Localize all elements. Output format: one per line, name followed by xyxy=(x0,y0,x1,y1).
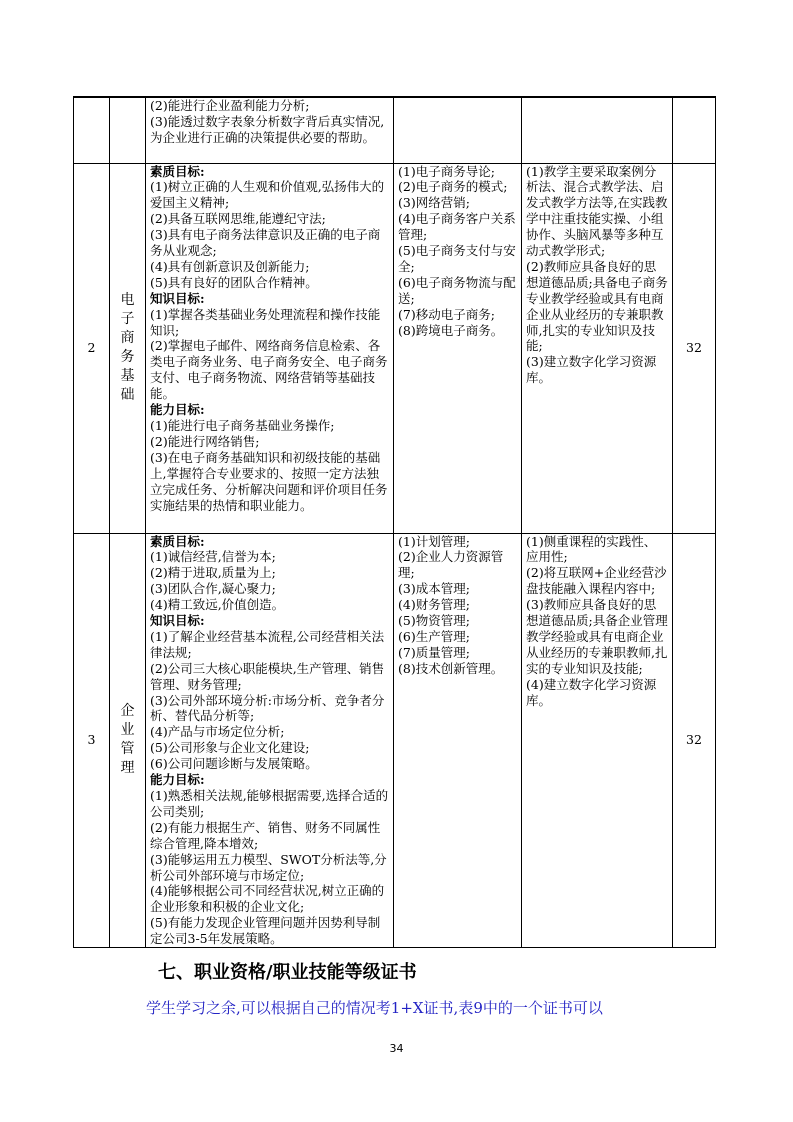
hours-cell xyxy=(673,97,716,163)
objective-item: (2)掌握电子邮件、网络商务信息检索、各类电子商务业务、电子商务安全、电子商务支付、电子商务物流、网络营销等基础技能。 xyxy=(150,338,388,402)
objective-heading: 知识目标: xyxy=(150,290,205,306)
requirements-cell xyxy=(522,163,673,533)
requirement-item: (1)侧重课程的实践性、应用性; xyxy=(526,533,657,565)
requirement-item: (2)教师应具备良好的思想道德品质;具备电子商务专业教学经验或具有电商企业从业经历的专兼职教师,扎实的专业知识及技能; xyxy=(526,258,668,354)
objective-item: (5)公司形象与企业文化建设; xyxy=(150,740,310,756)
course-name: 电子商务基础 xyxy=(120,292,135,403)
objectives-cell xyxy=(146,97,394,163)
table-row xyxy=(74,533,716,948)
content-item: (6)电子商务物流与配送; xyxy=(398,274,516,306)
objective-item: (1)诚信经营,信誉为本; xyxy=(150,549,276,565)
objective-item: (1)熟悉相关法规,能够根据需要,选择合适的公司类别; xyxy=(150,788,389,819)
content-item: (8)跨境电子商务。 xyxy=(398,322,504,338)
hours-cell: 32 xyxy=(673,533,716,948)
requirement-item: (2)将互联网+企业经营沙盘技能融入课程内容中; xyxy=(526,565,667,597)
course-name-cell xyxy=(110,97,146,163)
course-number-cell xyxy=(74,97,110,163)
content-item: (4)电子商务客户关系管理; xyxy=(398,211,516,243)
objective-item: (2)精于进取,质量为上; xyxy=(150,565,276,581)
requirement-item: (3)教师应具备良好的思想道德品质;具备企业管理教学经验或具有电商企业从业经历的专兼职教师,扎实的专业知识及技能; xyxy=(526,597,668,676)
requirement-item: (3)建立数字化学习资源库。 xyxy=(526,354,657,386)
hours-cell: 32 xyxy=(673,163,716,533)
course-name: 企业管理 xyxy=(120,703,135,777)
objective-heading: 素质目标: xyxy=(150,163,205,179)
page-number: 34 xyxy=(389,1042,404,1055)
objective-item: (1)树立正确的人生观和价值观,弘扬伟大的爱国主义精神; xyxy=(150,179,385,211)
requirement-item: (4)建立数字化学习资源库。 xyxy=(526,676,657,708)
objective-item: (4)能够根据公司不同经营状况,树立正确的企业形象和积极的企业文化; xyxy=(150,883,385,915)
objective-item: (3)具有电子商务法律意识及正确的电子商务从业观念; xyxy=(150,227,381,259)
objective-item: (3)能够运用五力模型、SWOT分析法等,分析公司外部环境与市场定位; xyxy=(150,851,387,883)
content-item: (5)电子商务支付与安全; xyxy=(398,243,516,274)
content-cell xyxy=(394,163,522,533)
requirement-item: (1)教学主要采取案例分析法、混合式教学法、启发式教学方法等,在实践教学中注重技能实操、小组协作、头脑风暴等多种互动式教学形式; xyxy=(526,163,668,259)
content-item: (6)生产管理; xyxy=(398,628,470,644)
objective-item: (5)有能力发现企业管理问题并因势利导制定公司3-5年发展策略。 xyxy=(150,915,381,947)
objective-item: (1)掌握各类基础业务处理流程和操作技能知识; xyxy=(150,306,381,338)
course-number-cell: 2 xyxy=(74,163,110,533)
objective-heading: 能力目标: xyxy=(150,772,205,788)
objective-item: (2)具备互联网思维,能遵纪守法; xyxy=(150,211,326,227)
content-item: (1)计划管理; xyxy=(398,533,470,549)
objective-item: (3)能透过数字表象分析数字背后真实情况,为企业进行正确的决策提供必要的帮助。 xyxy=(150,113,385,145)
course-table-body xyxy=(74,97,716,948)
objective-heading: 能力目标: xyxy=(150,402,205,418)
content-cell xyxy=(394,97,522,163)
objective-item: (3)公司外部环境分析:市场分析、竞争者分析、替代品分析等; xyxy=(150,692,385,724)
course-table xyxy=(73,96,716,948)
objective-item: (1)能进行电子商务基础业务操作; xyxy=(150,418,335,433)
content-item: (8)技术创新管理。 xyxy=(398,660,504,676)
objective-item: (5)具有良好的团队合作精神。 xyxy=(150,274,318,290)
objective-heading: 素质目标: xyxy=(150,533,205,549)
content-item: (1)电子商务导论; xyxy=(398,163,495,179)
objective-item: (2)有能力根据生产、销售、财务不同属性综合管理,降本增效; xyxy=(150,819,381,851)
requirements-cell xyxy=(522,97,673,163)
content-item: (2)电子商务的模式; xyxy=(398,179,508,195)
table-row xyxy=(74,97,716,163)
course-name-cell xyxy=(110,533,146,948)
objective-item: (4)产品与市场定位分析; xyxy=(150,724,285,740)
content-cell xyxy=(394,533,522,948)
objective-item: (1)了解企业经营基本流程,公司经营相关法律法规; xyxy=(150,628,385,660)
content-item: (7)质量管理; xyxy=(398,644,470,660)
content-item: (7)移动电子商务; xyxy=(398,306,495,322)
objective-item: (2)能进行网络销售; xyxy=(150,433,260,449)
content-item: (4)财务管理; xyxy=(398,597,470,613)
objective-heading: 知识目标: xyxy=(150,613,205,629)
objective-item: (4)具有创新意识及创新能力; xyxy=(150,258,310,274)
objectives-cell xyxy=(146,163,394,533)
content-item: (2)企业人力资源管理; xyxy=(398,549,504,581)
objective-item: (4)精工致远,价值创造。 xyxy=(150,597,285,613)
objective-item: (3)团队合作,凝心聚力; xyxy=(150,581,276,597)
section-title: 七、职业资格/职业技能等级证书 xyxy=(158,962,417,983)
objectives-cell xyxy=(146,533,394,948)
objective-item: (6)公司问题诊断与发展策略。 xyxy=(150,756,318,772)
content-item: (3)网络营销; xyxy=(398,195,470,211)
objective-item: (2)公司三大核心职能模块,生产管理、销售管理、财务管理; xyxy=(150,660,385,692)
requirements-cell xyxy=(522,533,673,948)
content-item: (5)物资管理; xyxy=(398,613,470,629)
objective-item: (3)在电子商务基础知识和初级技能的基础上,掌握符合专业要求的、按照一定方法独立完成任务、分析解决问题和评价项目任务实施结果的热情和职业能力。 xyxy=(150,449,388,513)
section-paragraph: 学生学习之余,可以根据自己的情况考1+X证书,表9中的一个证书可以 xyxy=(146,999,603,1017)
course-name-cell xyxy=(110,163,146,533)
course-number-cell: 3 xyxy=(74,533,110,948)
table-row xyxy=(74,163,716,533)
content-item: (3)成本管理; xyxy=(398,581,470,597)
objective-item: (2)能进行企业盈利能力分析; xyxy=(150,98,310,113)
